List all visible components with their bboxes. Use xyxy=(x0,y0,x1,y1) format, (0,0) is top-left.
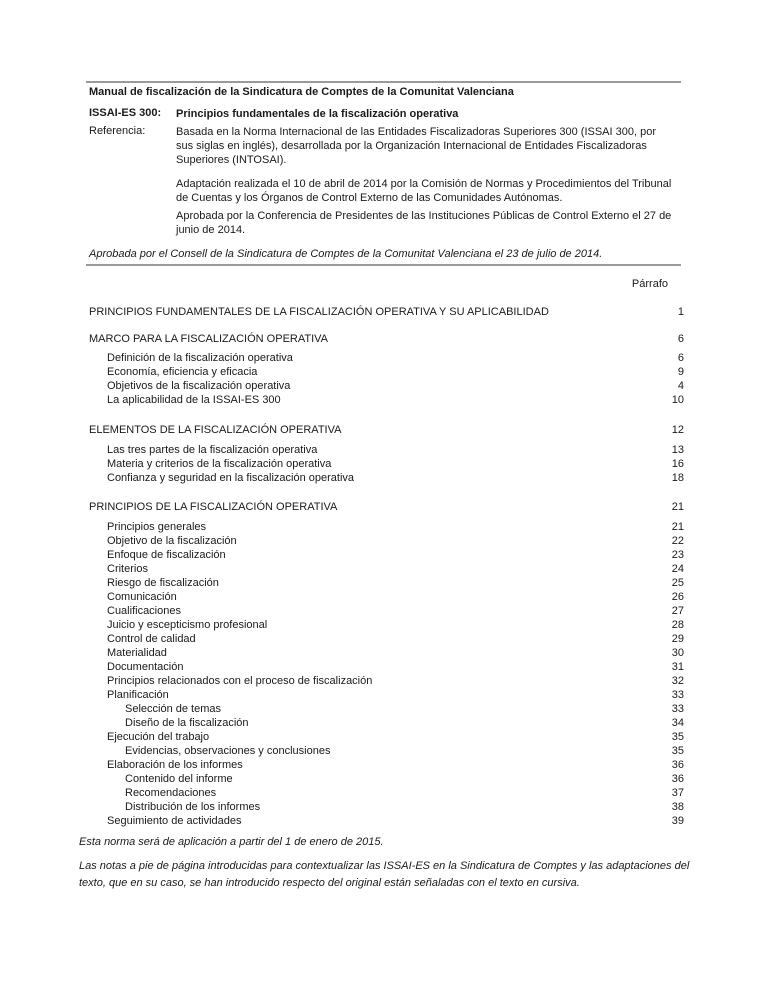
toc-number: 35 xyxy=(671,731,684,743)
toc-label: Cualificaciones xyxy=(107,605,181,617)
toc-label: Objetivo de la fiscalización xyxy=(107,535,237,547)
toc-label: Las tres partes de la fiscalización operativa xyxy=(107,444,318,456)
toc-number: 9 xyxy=(677,366,684,378)
toc-number: 10 xyxy=(671,394,684,406)
toc-label: Economía, eficiencia y eficacia xyxy=(107,366,258,378)
approval-note: Aprobada por el Consell de la Sindicatura de Comptes de la Comunitat Valenciana el 23 de julio de 2014. xyxy=(89,248,603,260)
toc-subitem xyxy=(89,801,684,815)
toc-label: Definición de la fiscalización operativa xyxy=(107,352,293,364)
toc-item xyxy=(89,380,684,394)
toc-item xyxy=(89,731,684,745)
toc-number: 18 xyxy=(671,472,684,484)
toc-item xyxy=(89,633,684,647)
toc-subitem xyxy=(89,745,684,759)
toc-number: 35 xyxy=(671,745,684,757)
toc-label: Comunicación xyxy=(107,591,177,603)
toc-label: Seguimiento de actividades xyxy=(107,815,242,827)
toc-number: 26 xyxy=(671,591,684,603)
toc-item xyxy=(89,458,684,472)
toc-section xyxy=(89,333,684,347)
toc-item xyxy=(89,352,684,366)
toc-item xyxy=(89,661,684,675)
toc-label: PRINCIPIOS DE LA FISCALIZACIÓN OPERATIVA xyxy=(89,501,338,513)
reference-paragraph-2: Adaptación realizada el 10 de abril de 2014 por la Comisión de Normas y Procedimientos del Tribunal de Cuentas y los Órganos de Control Externo de las Comunidades Autónomas. xyxy=(176,178,672,205)
norm-label: ISSAI-ES 300: xyxy=(89,107,162,119)
toc-number: 39 xyxy=(671,815,684,827)
toc-item xyxy=(89,647,684,661)
toc-label: Diseño de la fiscalización xyxy=(125,717,249,729)
toc-item xyxy=(89,605,684,619)
toc-number: 22 xyxy=(671,535,684,547)
toc-number: 36 xyxy=(671,773,684,785)
toc-item xyxy=(89,815,684,829)
toc-item xyxy=(89,394,684,408)
header-top-rule xyxy=(86,81,681,83)
toc-number: 36 xyxy=(671,759,684,771)
toc-number: 38 xyxy=(671,801,684,813)
toc-label: Evidencias, observaciones y conclusiones xyxy=(125,745,331,757)
toc-section xyxy=(89,306,684,320)
applicability-note: Esta norma será de aplicación a partir del 1 de enero de 2015. xyxy=(79,836,384,848)
toc-subitem xyxy=(89,703,684,717)
toc-label: Principios generales xyxy=(107,521,207,533)
toc-item xyxy=(89,472,684,486)
norm-title: Principios fundamentales de la fiscalización operativa xyxy=(176,108,459,120)
toc-item xyxy=(89,591,684,605)
toc-label: La aplicabilidad de la ISSAI-ES 300 xyxy=(107,394,281,406)
toc-label: Principios relacionados con el proceso de fiscalización xyxy=(107,675,373,687)
toc-label: Control de calidad xyxy=(107,633,196,645)
toc-item xyxy=(89,549,684,563)
toc-number: 4 xyxy=(677,380,684,392)
toc-label: Criterios xyxy=(107,563,148,575)
toc-number: 23 xyxy=(671,549,684,561)
toc-number: 13 xyxy=(671,444,684,456)
toc-number: 33 xyxy=(671,703,684,715)
reference-paragraph-3: Aprobada por la Conferencia de Presidentes de las Instituciones Públicas de Control Externo el 27 de junio de 2014. xyxy=(176,210,672,237)
toc-label: Enfoque de fiscalización xyxy=(107,549,226,561)
toc-label: Objetivos de la fiscalización operativa xyxy=(107,380,291,392)
toc-subitem xyxy=(89,717,684,731)
toc-subitem xyxy=(89,787,684,801)
toc-number: 1 xyxy=(677,306,684,318)
toc-number: 6 xyxy=(677,352,684,364)
toc-number: 30 xyxy=(671,647,684,659)
footnotes-note: Las notas a pie de página introducidas para contextualizar las ISSAI-ES en la Sindicatura de Comptes y las adaptaciones del texto, que en su caso, se han introducido respecto del original están señaladas con el texto en cursiva. xyxy=(79,860,690,889)
toc-label: Ejecución del trabajo xyxy=(107,731,210,743)
toc-label: Recomendaciones xyxy=(125,787,217,799)
toc-label: Riesgo de fiscalización xyxy=(107,577,219,589)
toc-number: 21 xyxy=(671,501,684,513)
toc-label: Distribución de los informes xyxy=(125,801,261,813)
toc-item xyxy=(89,619,684,633)
toc-number: 31 xyxy=(671,661,684,673)
toc-label: Contenido del informe xyxy=(125,773,233,785)
toc-number: 33 xyxy=(671,689,684,701)
toc-number: 16 xyxy=(671,458,684,470)
toc-number: 24 xyxy=(671,563,684,575)
toc-item xyxy=(89,759,684,773)
toc-item xyxy=(89,689,684,703)
toc-label: Planificación xyxy=(107,689,169,701)
toc-item xyxy=(89,521,684,535)
toc-number: 37 xyxy=(671,787,684,799)
reference-label: Referencia: xyxy=(89,125,146,137)
toc-number: 6 xyxy=(677,333,684,345)
paragraph-column-heading: Párrafo xyxy=(631,278,668,290)
header-bottom-rule xyxy=(86,264,681,266)
toc-number: 29 xyxy=(671,633,684,645)
toc-number: 32 xyxy=(671,675,684,687)
toc-label: PRINCIPIOS FUNDAMENTALES DE LA FISCALIZACIÓN OPERATIVA Y SU APLICABILIDAD xyxy=(89,306,549,318)
toc-label: Juicio y escepticismo profesional xyxy=(107,619,268,631)
toc-label: Selección de temas xyxy=(125,703,221,715)
toc-label: Materia y criterios de la fiscalización operativa xyxy=(107,458,332,470)
toc-item xyxy=(89,444,684,458)
toc-number: 34 xyxy=(671,717,684,729)
toc-item xyxy=(89,535,684,549)
toc-label: Documentación xyxy=(107,661,184,673)
manual-title: Manual de fiscalización de la Sindicatura de Comptes de la Comunitat Valenciana xyxy=(89,86,514,98)
toc-number: 28 xyxy=(671,619,684,631)
toc-section xyxy=(89,424,684,438)
toc-item xyxy=(89,577,684,591)
toc-number: 25 xyxy=(671,577,684,589)
toc-number: 12 xyxy=(671,424,684,436)
toc-number: 21 xyxy=(671,521,684,533)
reference-paragraph-1: Basada en la Norma Internacional de las Entidades Fiscalizadoras Superiores 300 (ISSAI 300, por sus siglas en inglés), desarrollada por la Organización Internacional de Entidades Fiscalizadoras Superiores (INTOSAI). xyxy=(176,126,656,167)
toc-label: Confianza y seguridad en la fiscalización operativa xyxy=(107,472,355,484)
toc-number: 27 xyxy=(671,605,684,617)
toc-label: MARCO PARA LA FISCALIZACIÓN OPERATIVA xyxy=(89,333,328,345)
toc-subitem xyxy=(89,773,684,787)
toc-item xyxy=(89,366,684,380)
toc-label: Materialidad xyxy=(107,647,167,659)
toc-label: ELEMENTOS DE LA FISCALIZACIÓN OPERATIVA xyxy=(89,424,342,436)
toc-section xyxy=(89,501,684,515)
toc-item xyxy=(89,563,684,577)
toc-item xyxy=(89,675,684,689)
toc-label: Elaboración de los informes xyxy=(107,759,243,771)
